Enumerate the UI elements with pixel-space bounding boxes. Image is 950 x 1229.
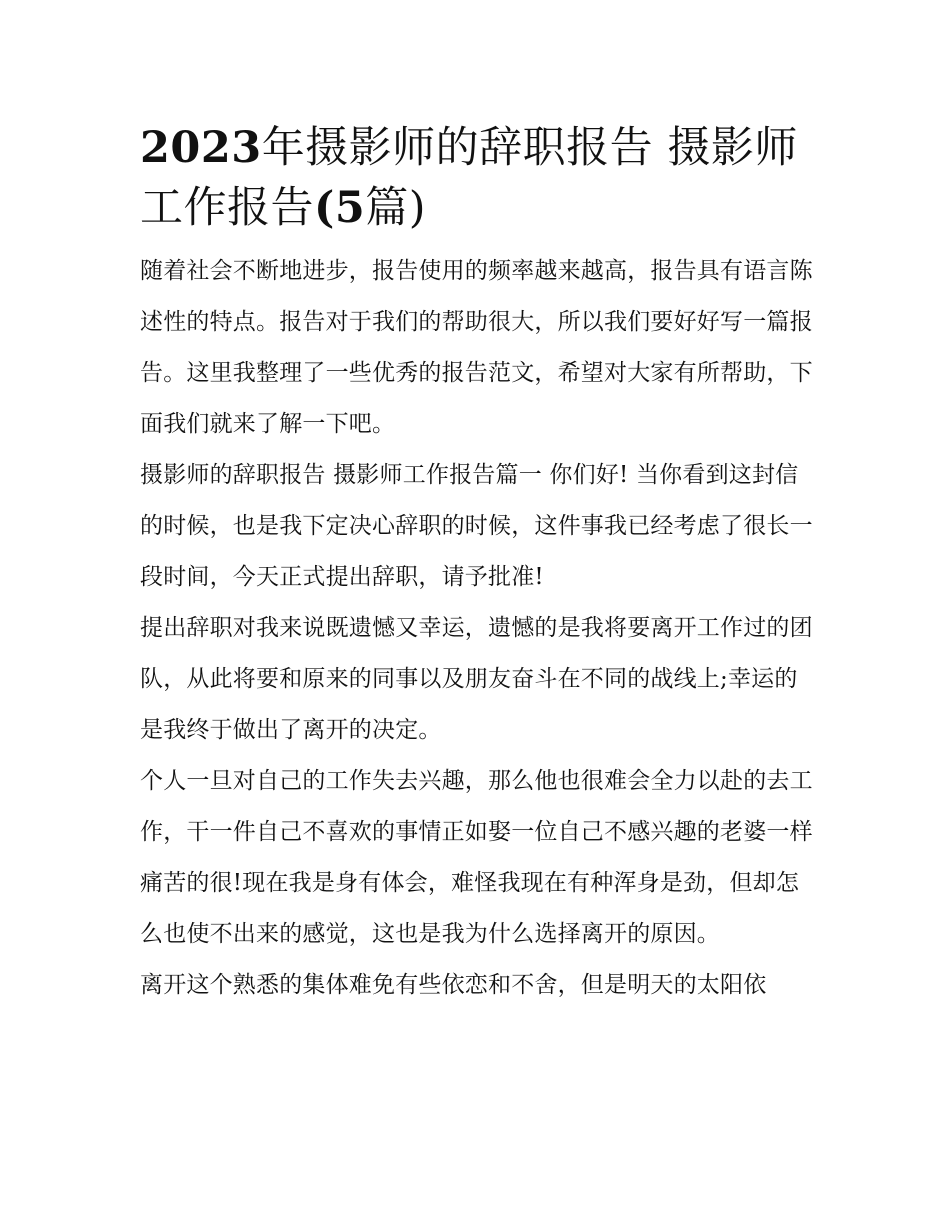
title-text: 年摄影师的辞职报告 摄影师工作报告 <box>140 123 798 233</box>
title-count: (5 <box>314 183 366 233</box>
title-year: 2023 <box>140 123 262 173</box>
paragraph-regret-luck: 提出辞职对我来说既遗憾又幸运，遗憾的是我将要离开工作过的团队，从此将要和原来的同事以及朋友奋斗在不同的战线上;幸运的是我终于做出了离开的决定。 <box>140 615 813 743</box>
paragraph-intro: 随着社会不断地进步，报告使用的频率越来越高，报告具有语言陈述性的特点。报告对于我们的帮助很大，所以我们要好好写一篇报告。这里我整理了一些优秀的报告范文，希望对大家有所帮助，下面我们就来了解一下吧。 <box>140 258 813 437</box>
paragraph-farewell: 离开这个熟悉的集体难免有些依恋和不舍，但是明天的太阳依 <box>140 972 767 998</box>
paragraph-reason: 个人一旦对自己的工作失去兴趣，那么他也很难会全力以赴的去工作，干一件自己不喜欢的事情正如娶一位自己不感兴趣的老婆一样痛苦的很!现在我是身有体会，难怪我现在有种浑身是劲，但却怎么也使不出来的感觉，这也是我为什么选择离开的原因。 <box>140 768 813 947</box>
document-title <box>140 118 816 238</box>
title-end: 篇) <box>365 183 427 233</box>
paragraph-letter-opening: 摄影师的辞职报告 摄影师工作报告篇一 你们好! 当你看到这封信的时候，也是我下定决心辞职的时候，这件事我已经考虑了很长一段时间，今天正式提出辞职，请予批准! <box>140 462 813 590</box>
document-content <box>140 118 816 1011</box>
